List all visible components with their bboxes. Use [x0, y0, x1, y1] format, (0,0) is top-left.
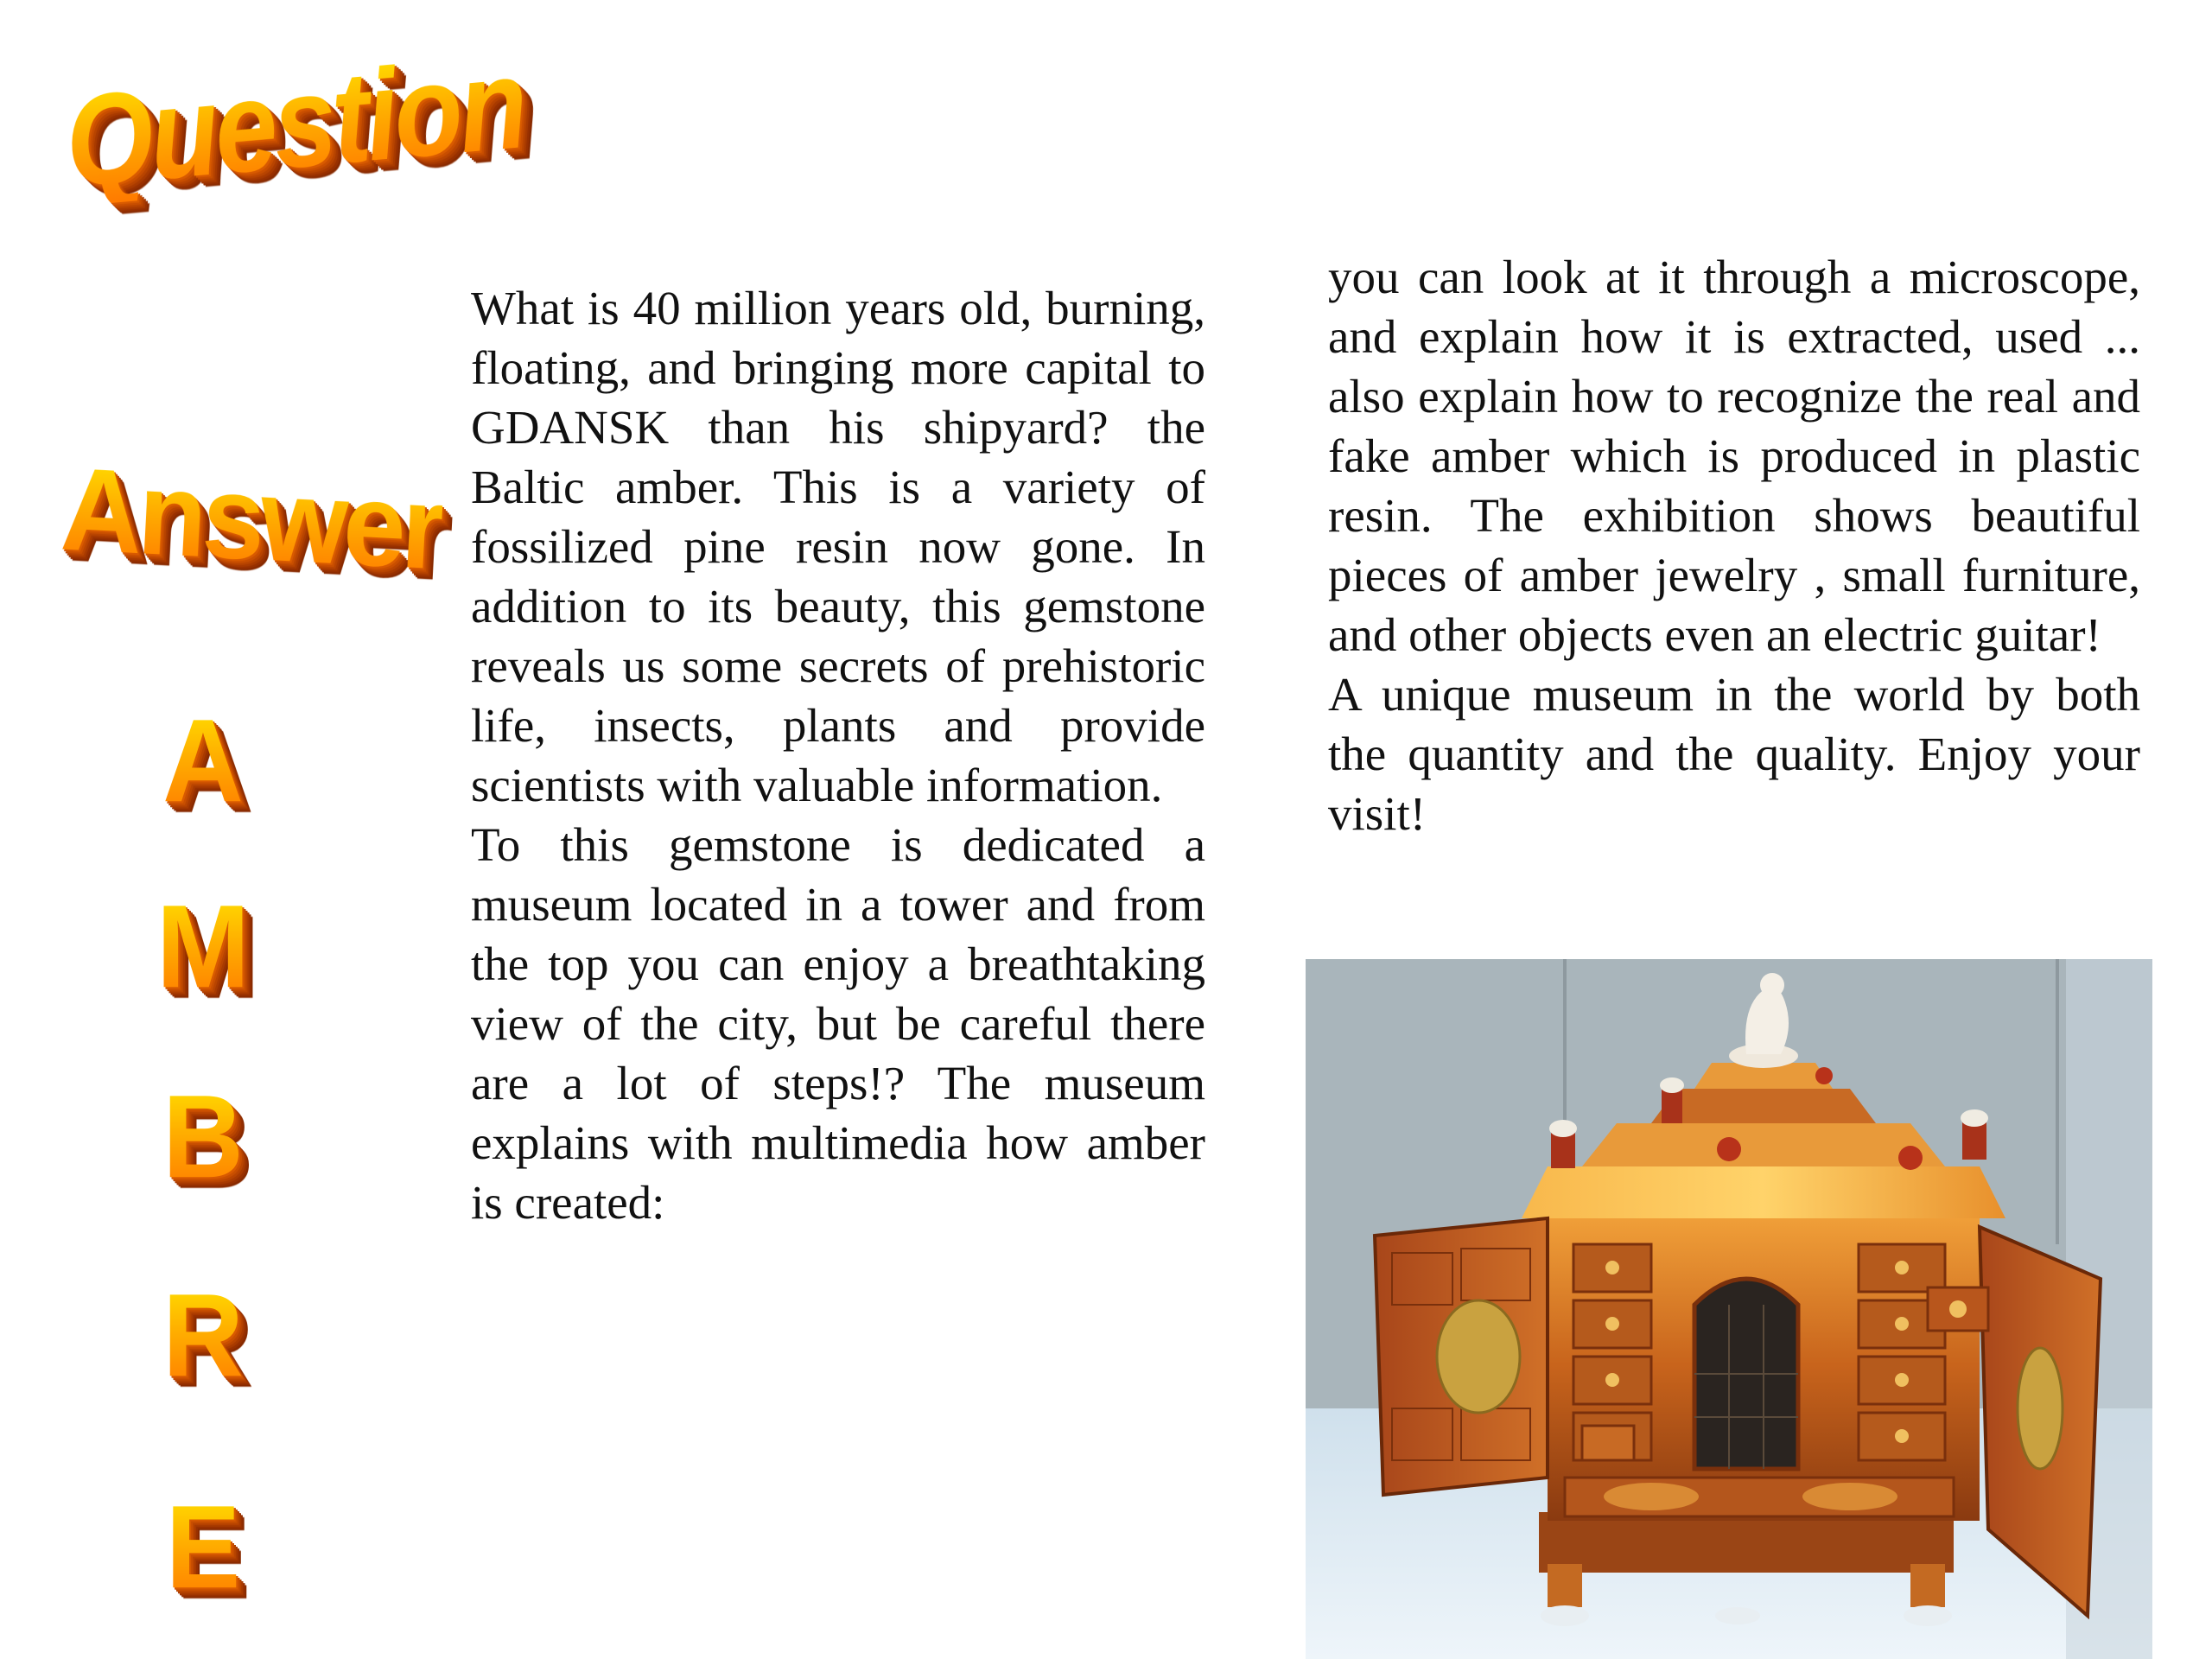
wordart-letter-1: A [156, 702, 251, 820]
wordart-letter-3: B [156, 1077, 251, 1196]
amber-cabinet-illustration [1306, 959, 2152, 1659]
right-paragraph-1: you can look at it through a microscope, and explain how it is extracted, used ... also explain how to recognize the real and fake amber which is produced in plastic resin. The exhibition shows beautiful pieces of amber jewelry , small furniture, and other objects even an electric guitar! [1328, 251, 2140, 661]
amber-cabinet-photo [1306, 959, 2152, 1659]
wordart-letter-5: E [156, 1488, 251, 1606]
question-wordart: Question [60, 29, 531, 215]
wordart-letter-2: M [156, 880, 251, 1013]
left-text-column [471, 278, 1205, 1232]
left-paragraph-2: To this gemstone is dedicated a museum located in a tower and from the top you can enjoy a breathtaking view of the city, but be careful there are a lot of steps!? The museum explains with multimedia how amber is created: [471, 818, 1205, 1229]
right-paragraph-2: A unique museum in the world by both the quantity and the quality. Enjoy your visit! [1328, 668, 2140, 840]
answer-wordart: Answer [58, 442, 445, 594]
right-text-column [1328, 247, 2140, 843]
left-paragraph-1: What is 40 million years old, burning, floating, and bringing more capital to GDANSK than his shipyard? the Baltic amber. This is a variety of fossilized pine resin now gone. In addition to its beauty, this gemstone reveals us some secrets of prehistoric life, insects, plants and provide scientists with valuable information. [471, 282, 1205, 811]
wordart-letter-4: R [156, 1276, 251, 1395]
